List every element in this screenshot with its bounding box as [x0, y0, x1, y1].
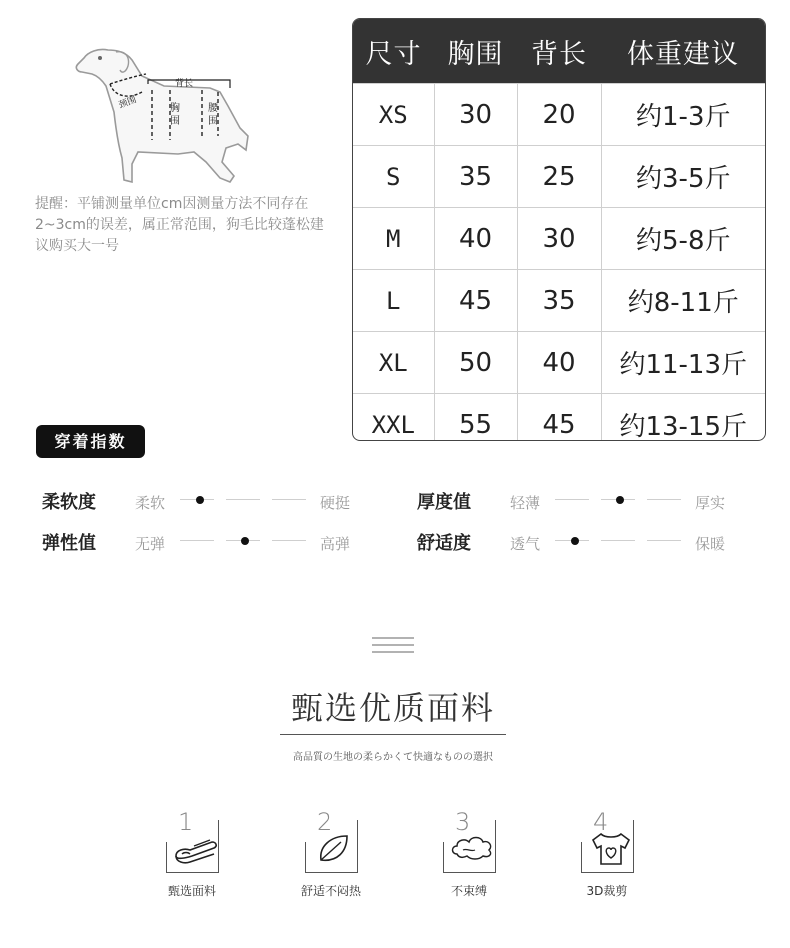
cell-weight: 约11-13斤 — [601, 332, 765, 394]
softness-label: 柔软度 — [42, 492, 96, 513]
feature-item — [443, 808, 553, 898]
table-row — [353, 208, 765, 270]
feature-number: 3 — [455, 808, 471, 836]
cell-back: 35 — [517, 270, 601, 332]
cell-size: S — [353, 146, 434, 208]
thickness-label: 厚度值 — [417, 492, 471, 513]
waist-label: 腰围 — [208, 103, 218, 127]
feature-number: 1 — [178, 808, 194, 836]
header-back: 背长 — [517, 19, 601, 84]
back-length-label: 背长 — [175, 79, 194, 89]
table-row — [353, 270, 765, 332]
cell-back: 30 — [517, 208, 601, 270]
table-row — [353, 84, 765, 146]
cell-chest: 50 — [434, 332, 517, 394]
cell-back: 45 — [517, 394, 601, 442]
table-row — [353, 394, 765, 442]
elasticity-low-label: 无弹 — [135, 535, 166, 553]
cell-size: L — [353, 270, 434, 332]
table-row — [353, 146, 765, 208]
elasticity-level-dot — [241, 537, 249, 545]
header-weight: 体重建议 — [601, 19, 765, 84]
feature-caption: 3D裁剪 — [586, 884, 628, 898]
elasticity-scale — [180, 534, 310, 548]
feature-caption: 不束缚 — [450, 884, 487, 898]
elasticity-high-label: 高弹 — [320, 535, 351, 553]
section-subtitle: 高品質の生地の柔らかくて快適なものの選択 — [293, 752, 493, 763]
cell-chest: 30 — [434, 84, 517, 146]
cell-chest: 55 — [434, 394, 517, 442]
chest-label: 胸围 — [170, 103, 180, 127]
feature-caption: 甄选面料 — [167, 884, 216, 898]
cell-weight: 约13-15斤 — [601, 394, 765, 442]
comfort-low-label: 透气 — [510, 535, 541, 553]
cell-size: XL — [353, 332, 434, 394]
fabric-roll-icon — [172, 830, 218, 866]
table-header-row — [353, 19, 765, 84]
feature-item — [166, 808, 276, 898]
header-size: 尺寸 — [353, 19, 434, 84]
size-table — [352, 18, 766, 441]
cell-back: 40 — [517, 332, 601, 394]
dog-measurement-illustration — [70, 40, 270, 190]
cell-weight: 约8-11斤 — [601, 270, 765, 332]
cell-chest: 40 — [434, 208, 517, 270]
thickness-level-dot — [616, 496, 624, 504]
feature-caption: 舒适不闷热 — [300, 884, 361, 898]
cell-back: 25 — [517, 146, 601, 208]
thickness-scale — [555, 493, 685, 507]
tshirt-heart-icon — [587, 830, 633, 866]
feature-item — [581, 808, 691, 898]
comfort-level-dot — [571, 537, 579, 545]
decorative-lines-icon — [372, 636, 414, 654]
cell-weight: 约5-8斤 — [601, 208, 765, 270]
section-title: 甄选优质面料 — [290, 689, 495, 727]
feature-number: 2 — [317, 808, 333, 836]
comfort-high-label: 保暖 — [695, 535, 726, 553]
section-divider — [280, 734, 506, 735]
cell-chest: 45 — [434, 270, 517, 332]
wear-index-badge: 穿着指数 — [36, 425, 145, 458]
elasticity-label: 弹性值 — [42, 533, 96, 554]
cell-size: XS — [353, 84, 434, 146]
comfort-label: 舒适度 — [417, 533, 471, 554]
cloud-icon — [449, 830, 495, 866]
cell-weight: 约3-5斤 — [601, 146, 765, 208]
softness-low-label: 柔软 — [135, 494, 166, 512]
feature-item — [300, 808, 415, 898]
softness-scale — [180, 493, 310, 507]
cell-chest: 35 — [434, 146, 517, 208]
comfort-scale — [555, 534, 685, 548]
cell-size: M — [353, 208, 434, 270]
cell-weight: 约1-3斤 — [601, 84, 765, 146]
feature-number: 4 — [593, 808, 609, 836]
neck-label: 颈围 — [117, 95, 138, 111]
table-row — [353, 332, 765, 394]
leaf-icon — [311, 830, 357, 866]
thickness-high-label: 厚实 — [695, 494, 726, 512]
softness-high-label: 硬挺 — [320, 494, 351, 512]
header-chest: 胸围 — [434, 19, 517, 84]
cell-size: XXL — [353, 394, 434, 442]
measurement-note: 提醒：平铺测量单位cm因测量方法不同存在2~3cm的误差，属正常范围，狗毛比较蓬松建议购买大一号 — [35, 196, 324, 254]
cell-back: 20 — [517, 84, 601, 146]
softness-level-dot — [196, 496, 204, 504]
thickness-low-label: 轻薄 — [510, 494, 541, 512]
